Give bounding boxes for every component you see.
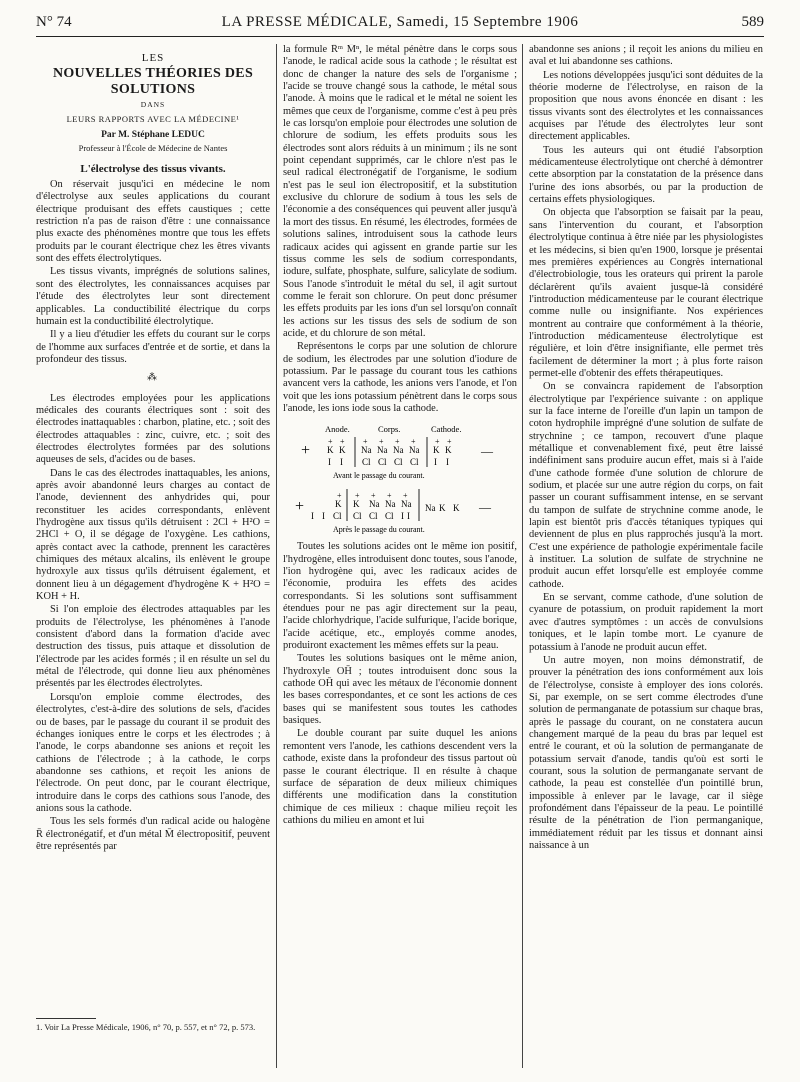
- ion-symbol: I: [434, 457, 437, 468]
- label-cathode: Cathode.: [431, 424, 462, 435]
- paragraph: Lorsqu'on emploie comme électrodes, des électrolytes, c'est-à-dire des solutions de sels, d'acides ou de bases, par le passage du courant il se produit des échanges ioniques entre le corps et les électrodes ; à l'anode, le corps abandonne ses anions et reçoit les cathions de l'électrode ; à la cathode, le corps abandonne ses cathions, et reçoit les anions de l'électrode. On peut donc, par le courant électrique, introduire dans le corps des cathions sous l'anode, des anions sous la cathode.: [36, 691, 270, 814]
- article-author: Par M. Stéphane LEDUC: [101, 130, 205, 141]
- paragraph: Les électrodes employées pour les applications médicales des courants électriques sont : soit des électrodes inattaquables : charbon, platine, etc. ; soit des électrodes attaquables : zinc, cuivre, etc. ; soit des électrodes électrolytes formées par des solutions aqueuses de sels, d'acides ou de bases.: [36, 392, 270, 466]
- ion-symbol: Na: [409, 445, 420, 456]
- page-number: 589: [741, 14, 764, 30]
- footnote-rule: [36, 1018, 96, 1019]
- article-subtitle-2: LEURS RAPPORTS AVEC LA MÉDECINE¹: [66, 113, 240, 124]
- paragraph: abandonne ses anions ; il reçoit les anions du milieu en aval et lui abandonne ses cathions.: [529, 44, 763, 68]
- ion-symbol: K: [433, 445, 440, 456]
- ion-diagram-svg: [283, 423, 517, 535]
- issue-number: N° 74: [36, 14, 72, 30]
- ion-symbol: Na: [361, 445, 372, 456]
- ion-symbol: K: [445, 445, 452, 456]
- running-header: [36, 14, 764, 34]
- paragraph: la formule R̄ᵐ M̄ⁿ, le métal pénètre dans le corps sous l'anode, le radical acide sous la cathode ; le résultat est donc de changer la nature des sels de l'organisme ; l'acide se trouve changé sous la cathode, le métal sous l'anode. À moins que le radical et le métal ne soient les mêmes que ceux de l'organisme, comme c'est à peu près le cas lorsqu'on emploie pour électrodes une solution de chlorure de sodium, les effets produits sous les électrodes sont alors réduits à un minimum ; ils ne sont point cependant supprimés, car le chlore n'est pas le seul radical électronégatif de l'organisme, le sodium n'est pas le seul ion électropositif, et la substitution exclusive du chlorure de sodium à tous les sels de l'économie a des conséquences qui peuvent aller jusqu'à la mort des tissus. En résumé, les électrodes, formées de solutions salines, introduisent sous la cathode leurs radicaux acides qui agissent en grande partie sur les tissus comme les sels de sodium correspondants, iodure, sulfate, phosphate, sulfure, salicylate de sodium. Sous l'anode s'introduit le métal du sel, il agit surtout comme le ferait son chlorure. On peut donc présumer les effets produits par les ions d'un sel lorsqu'on connaît les actions sur les tissus des sels de sodium de son acide, et du chlorure de son métal.: [283, 44, 517, 339]
- plus-sign: +: [301, 442, 311, 460]
- column-divider: [276, 44, 277, 1068]
- minus-sign: —: [479, 500, 491, 515]
- article-subtitle-1: DANS: [140, 100, 166, 110]
- ion-symbol: K: [327, 445, 334, 456]
- ion-symbol: K: [439, 503, 446, 514]
- charge-sign: +: [328, 437, 333, 447]
- author-affiliation: Professeur à l'École de Médecine de Nantes: [78, 143, 228, 154]
- ion-symbol: Na: [385, 499, 396, 510]
- ion-symbol: Na: [425, 503, 436, 514]
- ion-symbol: I: [322, 511, 325, 522]
- paragraph: Le double courant par suite duquel les anions remontent vers l'anode, les cathions descendent vers la cathode, existe dans la profondeur des tissus partout où passe le courant électrique. Il en résulte à chaque surface de séparation de deux milieux chimiques différents une modification dans la constitution chimique de ces milieux : chaque milieu reçoit les cathions du milieu en amont et lui: [283, 728, 517, 826]
- ion-symbol: Cl: [378, 457, 387, 468]
- journal-title: LA PRESSE MÉDICALE, Samedi, 15 Septembre 1906: [221, 14, 579, 30]
- ion-symbol: I: [401, 511, 404, 522]
- charge-sign: +: [411, 437, 416, 447]
- paragraph: Tous les auteurs qui ont étudié l'absorption médicamenteuse électrolytique ont cherché à démontrer cette absorption par la constatation de la présence dans l'urine des ions absorbés, ou par la production de certains effets physiologiques.: [529, 144, 763, 206]
- label-anode: Anode.: [325, 424, 350, 435]
- charge-sign: +: [403, 491, 408, 501]
- column-divider: [522, 44, 523, 1068]
- ion-symbol: K: [353, 499, 360, 510]
- ion-symbol: Cl: [369, 511, 378, 522]
- section-heading: L'électrolyse des tissus vivants.: [80, 162, 226, 175]
- ion-symbol: Na: [401, 499, 412, 510]
- paragraph: Un autre moyen, non moins démonstratif, de prouver la pénétration des ions conformément aux lois de l'électrolyse, consiste à employer des ions colorés. Si, par exemple, on se sert comme électrodes d'une solution de permanganate de potassium sur chaque bras, après le passage du courant, on ne constatera aucun changement marqué de la peau du bras par lequel est entré le courant, et où la solution de permanganate de potassium servait d'anode, tandis qu'où est sorti le courant, sous la solution de permanganate servant de cathode, la peau est constellée d'un pointillé brun, impossible à enlever par le lavage, car il siège profondément dans l'épaisseur de la peau. Le pointillé résulte de la pénétration de l'ion permanganique, immédiatement réduit par les tissus et donnant ainsi naissance à un: [529, 654, 763, 851]
- charge-sign: +: [435, 437, 440, 447]
- ion-diagram: [283, 423, 517, 535]
- article-label: LES: [141, 52, 165, 64]
- ion-symbol: Na: [369, 499, 380, 510]
- ion-row-after: [311, 491, 460, 521]
- ion-symbol: Na: [377, 445, 388, 456]
- charge-sign: +: [379, 437, 384, 447]
- charge-sign: +: [363, 437, 368, 447]
- paragraph: Dans le cas des électrodes inattaquables, les anions, après avoir abandonné leurs charges au contact de l'anode, deviennent des anhydrides qui, pour reconstituer les acides correspondants, enlèvent l'hydrogène aux tissus qu'ils détruisent : 2Cl + H²O = 2HCl + O, il se dégage de l'oxygène. Les cathions, après contact avec la cathode, prennent les caractères chimiques des métaux alcalins, ils enlèvent le groupe hydroxyle aux tissus qu'ils détruisent également, et donnent lieu à un dégagement d'hydrogène K + H²O = KOH + H.: [36, 467, 270, 603]
- charge-sign: +: [337, 491, 342, 501]
- charge-sign: +: [395, 437, 400, 447]
- ion-symbol: I: [311, 511, 314, 522]
- ion-symbol: K: [453, 503, 460, 514]
- paragraph: Toutes les solutions basiques ont le même anion, l'hydroxyle OH̄ ; toutes introduisent donc sous la cathode OH̄ qui avec les métaux de l'économie donnent les bases correspondantes, et ce sont les actions de ces bases qui se manifestent sous toutes les cathodes basiques.: [283, 653, 517, 727]
- caption-before: Avant le passage du courant.: [333, 471, 425, 481]
- paragraph: Toutes les solutions acides ont le même ion positif, l'hydrogène, elles introduisent donc toutes, sous l'anode, l'ion hydrogène qui, avec les radicaux acides de l'économie, produira les effets des acides correspondants. Si les solutions sont suffisamment étendues pour ne pas agir directement sur la peau, l'acide chlorhydrique, l'acide sulfurique, l'acide borique, l'acide acétique, etc., employés comme anodes, produiront exactement les mêmes effets sur la peau.: [283, 541, 517, 652]
- paragraph: Les notions développées jusqu'ici sont déduites de la théorie moderne de l'électrolyse, en raison de la proposition que nous avons énoncée en disant : les tissus vivants sont des électrolytes et les connaissances acquises par l'étude des électrolytes leur sont directement applicables.: [529, 69, 763, 143]
- ion-symbol: I: [328, 457, 331, 468]
- ion-symbol: K: [335, 499, 342, 510]
- paragraph: Les tissus vivants, imprégnés de solutions salines, sont des électrolytes, les connaissances acquises par l'étude des électrolytes leur sont directement applicables. La conductibilité électrique du corps humain est la conductibilité électrolytique.: [36, 266, 270, 327]
- paragraph: On réservait jusqu'ici en médecine le nom d'électrolyse aux seules applications du courant électrique produisant des effets caustiques ; cette restriction n'a pas de raison d'être : une connaissance plus exacte des phénomènes montre que tous les effets produits par le courant électrique chez les êtres vivants sont des effets électrolytiques.: [36, 179, 270, 265]
- column-1: [36, 44, 270, 1024]
- ion-symbol: Cl: [362, 457, 371, 468]
- ion-symbol: I: [446, 457, 449, 468]
- ion-symbol: Cl: [353, 511, 362, 522]
- paragraph: Représentons le corps par une solution de chlorure de sodium, les électrodes par une solution d'iodure de potassium. Par le passage du courant tous les cathions avancent vers la cathode, les anions vers l'anode, et l'on voit que les ions potassium pénètrent dans le corps sous l'anode, les ions iode sous la cathode.: [283, 341, 517, 414]
- ion-symbol: Cl: [385, 511, 394, 522]
- paragraph: On objecta que l'absorption se faisait par la peau, sans l'intervention du courant, et l'absorption électrolytique continua à être niée par les physiologistes et les médecins, si bien qu'en 1900, lorsque je présentai mes premières expériences au Congrès international d'électrobiologie, tous les orateurs qui prirent la parole déclarèrent qu'ils avaient jusque-là considéré l'introduction médicamenteuse par le courant électrique comme nulle ou insignifiante. Nos expériences montrent au contraire que conformément à la théorie, l'introduction médicamenteuse électrolytique est régulière, et loin d'être insignifiante, elle permet très facilement de déterminer la mort ; à plus forte raison permet-elle d'obtenir des effets thérapeutiques.: [529, 207, 763, 379]
- charge-sign: +: [371, 491, 376, 501]
- ion-symbol: K: [339, 445, 346, 456]
- label-corps: Corps.: [378, 424, 401, 435]
- charge-sign: +: [340, 437, 345, 447]
- charge-sign: +: [355, 491, 360, 501]
- ion-symbol: Cl: [394, 457, 403, 468]
- charge-sign: +: [387, 491, 392, 501]
- ion-symbol: Cl: [410, 457, 419, 468]
- section-separator: ⁂: [147, 372, 159, 384]
- plus-sign: +: [295, 498, 305, 516]
- paragraph: Si l'on emploie des électrodes attaquables par les produits de l'électrolyse, les phénomènes à l'anode consistent d'abord dans la formation d'acide avec destruction des tissus, puis attaque et dissolution de l'électrode par les acides formés ; il en résulte un sel du métal de l'électrode, qui donne lieu aux phénomènes présentés par les électrodes électrolytes.: [36, 604, 270, 690]
- column-2: [283, 44, 517, 1074]
- ion-symbol: I: [340, 457, 343, 468]
- minus-sign: —: [481, 444, 493, 459]
- caption-after: Après le passage du courant.: [333, 525, 425, 535]
- paragraph: En se servant, comme cathode, d'une solution de cyanure de potassium, on produit rapidement la mort avec d'autres symptômes : un accès de convulsions toniques, et le lapin tombe mort. Le cyanure de potassium à l'anode ne produit aucun effet.: [529, 592, 763, 653]
- paragraph: Il y a lieu d'étudier les effets du courant sur le corps de l'homme aux surfaces d'entrée et de sortie, et dans la profondeur des tissus.: [36, 329, 270, 365]
- paragraph: Tous les sels formés d'un radical acide ou halogène R̄ électronégatif, et d'un métal M̄ électropositif, peuvent être représentés par: [36, 816, 270, 852]
- ion-symbol: Na: [393, 445, 404, 456]
- footnote: 1. Voir La Presse Médicale, 1906, n° 70, p. 557, et n° 72, p. 573.: [36, 1022, 256, 1032]
- header-rule: [36, 36, 764, 37]
- ion-row-before: [327, 437, 452, 467]
- ion-symbol: I: [407, 511, 410, 522]
- paragraph: On se convaincra rapidement de l'absorption électrolytique par l'expérience suivante : on applique sur la face interne de l'oreille d'un lapin un tampon de coton hydrophile imprégné d'une solution de sulfate de strychnine ; ce tampon, recouvert d'une plaque métallique et convenablement fixé, peut être laissé indéfiniment sans produire aucun effet, mais si à l'aide d'une cathode formée d'une solution de chlorure de sodium, et placée sur une autre région du corps, on fait passer un courant suffisamment intense, en se servant du tampon de sulfate de strychnine comme anode, le lapin est bientôt pris d'accès tétaniques typiques qui deviennent de plus en plus rapprochés jusqu'à la mort. C'est une expérience de pathologie expérimentale facile à instituer. La solution de sulfate de strychnine ne produit aucun effet lorsqu'elle est employée comme cathode.: [529, 381, 763, 590]
- column-3: [529, 44, 763, 1074]
- charge-sign: +: [447, 437, 452, 447]
- ion-symbol: Cl: [333, 511, 342, 522]
- article-title: NOUVELLES THÉORIES DES SOLUTIONS: [52, 66, 254, 98]
